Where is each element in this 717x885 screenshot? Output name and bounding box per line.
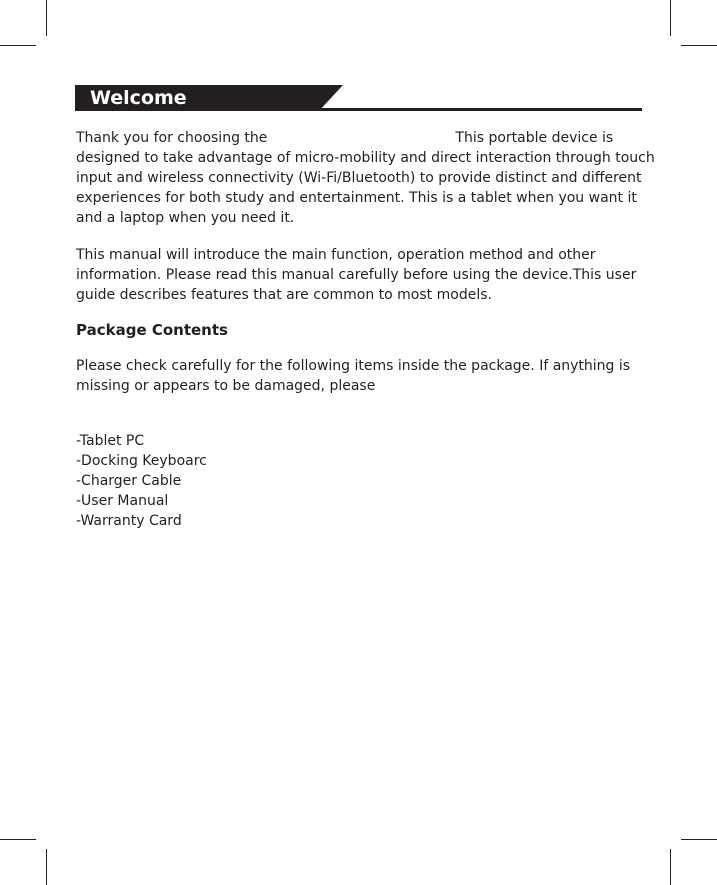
list-item: -Charger Cable — [76, 473, 182, 489]
list-item: -Docking Keyboarc — [76, 453, 207, 469]
intro-line-4: experiences for both study and entertainment. This is a tablet when you want it — [76, 190, 637, 206]
manual-line-1: This manual will introduce the main function, operation method and other — [76, 247, 596, 263]
intro-line-5: and a laptop when you need it. — [76, 210, 295, 226]
crop-mark-bottom-right — [670, 849, 671, 885]
package-line-2: missing or appears to be damaged, please — [76, 378, 376, 394]
crop-mark-top-right-h — [681, 45, 717, 46]
package-contents-heading: Package Contents — [76, 321, 228, 339]
manual-line-3: guide describes features that are common to most models. — [76, 287, 492, 303]
manual-paragraph — [76, 245, 666, 305]
page-title: Welcome — [90, 87, 187, 109]
crop-mark-top-left — [46, 0, 47, 36]
crop-mark-bottom-right-h — [681, 839, 717, 840]
intro-line-1-start: Thank you for choosing the — [76, 130, 268, 146]
package-line-1: Please check carefully for the following items inside the package. If anything is — [76, 358, 631, 374]
list-item: -User Manual — [76, 493, 169, 509]
list-item: -Tablet PC — [76, 433, 145, 449]
list-item: -Warranty Card — [76, 513, 182, 529]
crop-mark-bottom-left-h — [0, 839, 36, 840]
manual-line-2: information. Please read this manual carefully before using the device.This user — [76, 267, 637, 283]
intro-line-1 — [76, 128, 666, 148]
crop-mark-top-right — [670, 0, 671, 36]
crop-mark-top-left-h — [0, 45, 36, 46]
intro-line-3: input and wireless connectivity (Wi-Fi/Bluetooth) to provide distinct and different — [76, 170, 642, 186]
intro-line-2: designed to take advantage of micro-mobility and direct interaction through touch — [76, 150, 655, 166]
crop-mark-bottom-left — [46, 849, 47, 885]
intro-paragraph — [76, 128, 666, 228]
package-contents-list — [76, 431, 207, 531]
package-paragraph — [76, 356, 666, 396]
intro-line-1-end: This portable device is — [455, 130, 614, 146]
